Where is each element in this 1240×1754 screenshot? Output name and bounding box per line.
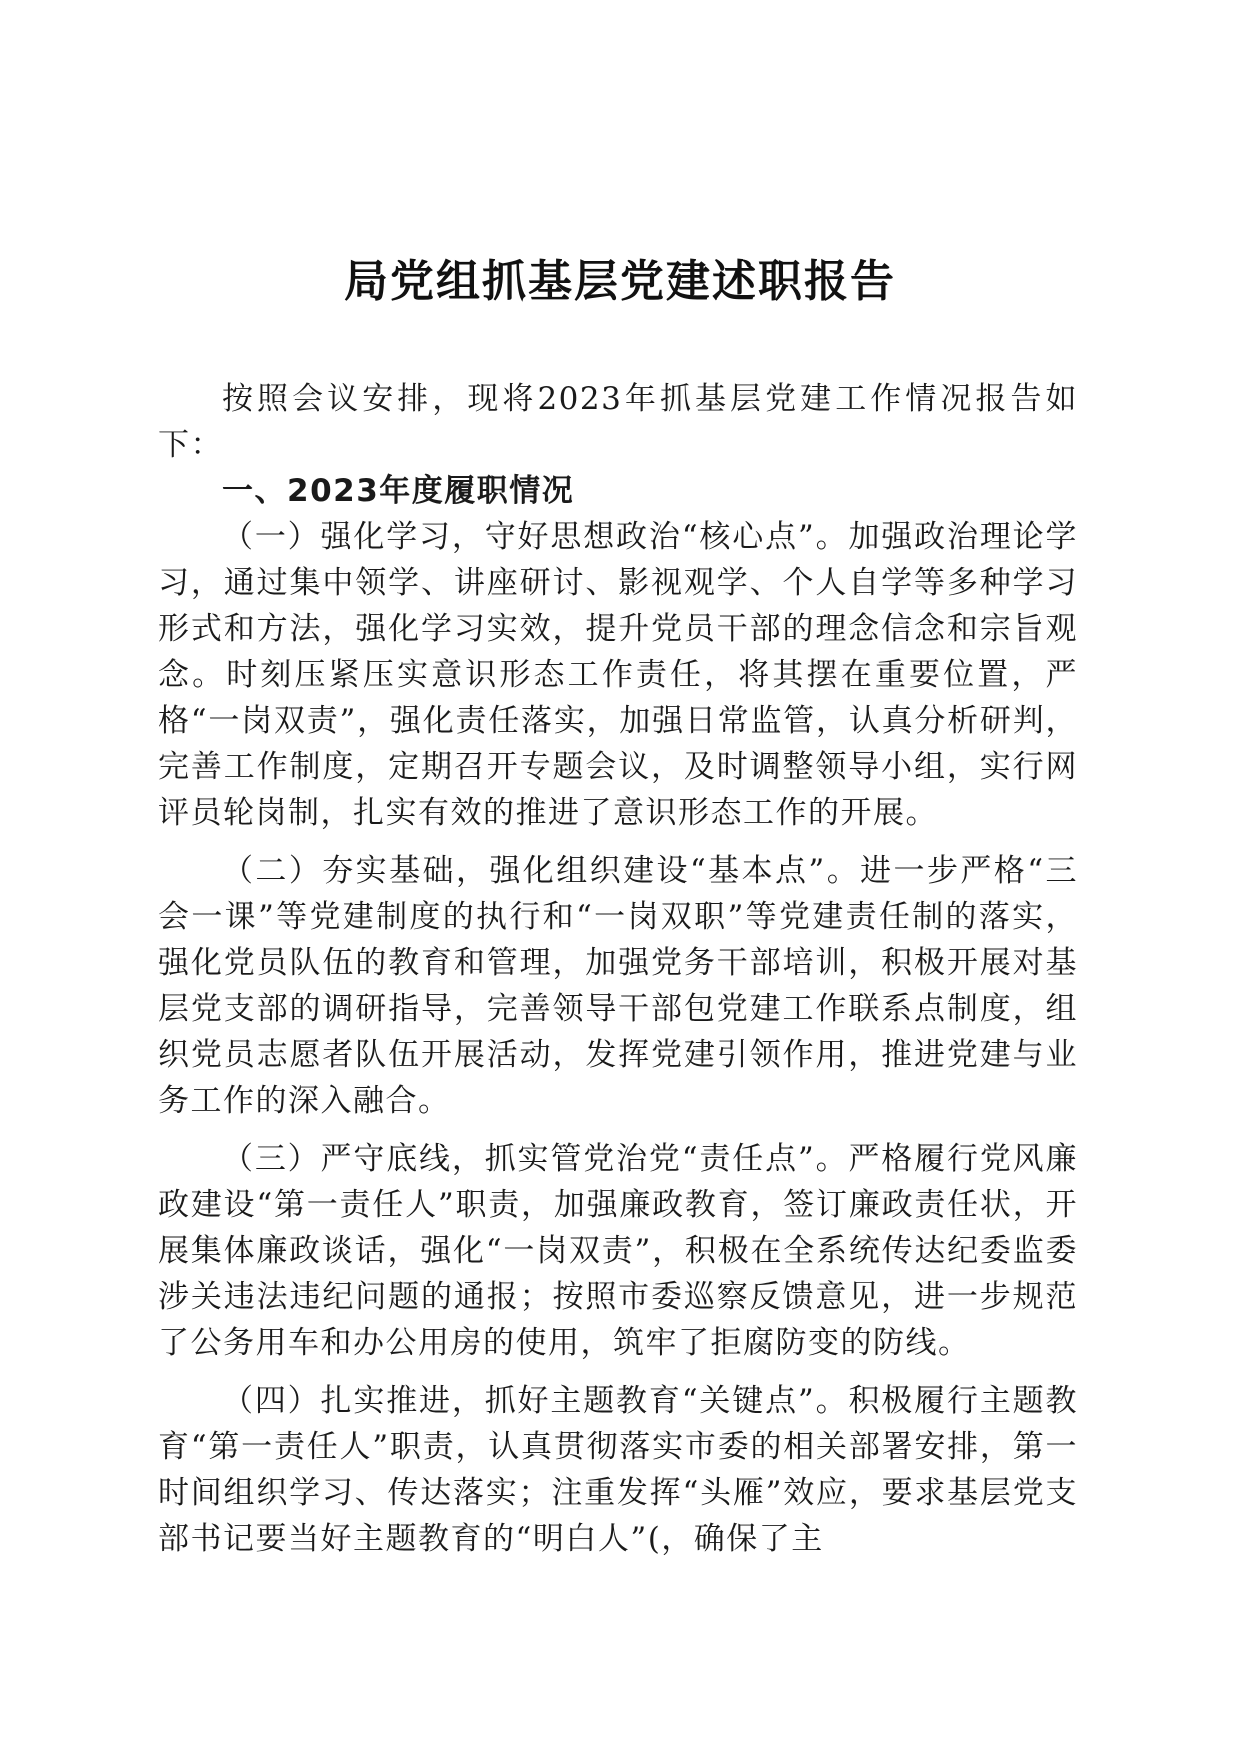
- paragraph-1: （一）强化学习，守好思想政治“核心点”。加强政治理论学习，通过集中领学、讲座研讨、影视观学、个人自学等多种学习形式和方法，强化学习实效，提升党员干部的理念信念和宗旨观念。时刻压紧压实意识形态工作责任，将其摆在重要位置，严格“一岗双责”，强化责任落实，加强日常监管，认真分析研判，完善工作制度，定期召开专题会议，及时调整领导小组，实行网评员轮岗制，扎实有效的推进了意识形态工作的开展。: [158, 519, 1078, 831]
- document-body: [158, 376, 1078, 1562]
- intro-paragraph: 按照会议安排，现将2023年抓基层党建工作情况报告如下：: [158, 381, 1078, 463]
- section-heading: 一、2023年度履职情况: [222, 473, 575, 509]
- document-title: 局党组抓基层党建述职报告: [344, 256, 896, 307]
- paragraph-3: （三）严守底线，抓实管党治党“责任点”。严格履行党风廉政建设“第一责任人”职责，加强廉政教育，签订廉政责任状，开展集体廉政谈话，强化“一岗双责”，积极在全系统传达纪委监委涉关违法违纪问题的通报；按照市委巡察反馈意见，进一步规范了公务用车和办公用房的使用，筑牢了拒腐防变的防线。: [158, 1141, 1078, 1361]
- paragraph-4: （四）扎实推进，抓好主题教育“关键点”。积极履行主题教育“第一责任人”职责，认真贯彻落实市委的相关部署安排，第一时间组织学习、传达落实；注重发挥“头雁”效应，要求基层党支部书记要当好主题教育的“明白人”(，确保了主: [158, 1383, 1078, 1557]
- paragraph-2: （二）夯实基础，强化组织建设“基本点”。进一步严格“三会一课”等党建制度的执行和“一岗双职”等党建责任制的落实，强化党员队伍的教育和管理，加强党务干部培训，积极开展对基层党支部的调研指导，完善领导干部包党建工作联系点制度，组织党员志愿者队伍开展活动，发挥党建引领作用，推进党建与业务工作的深入融合。: [158, 853, 1078, 1119]
